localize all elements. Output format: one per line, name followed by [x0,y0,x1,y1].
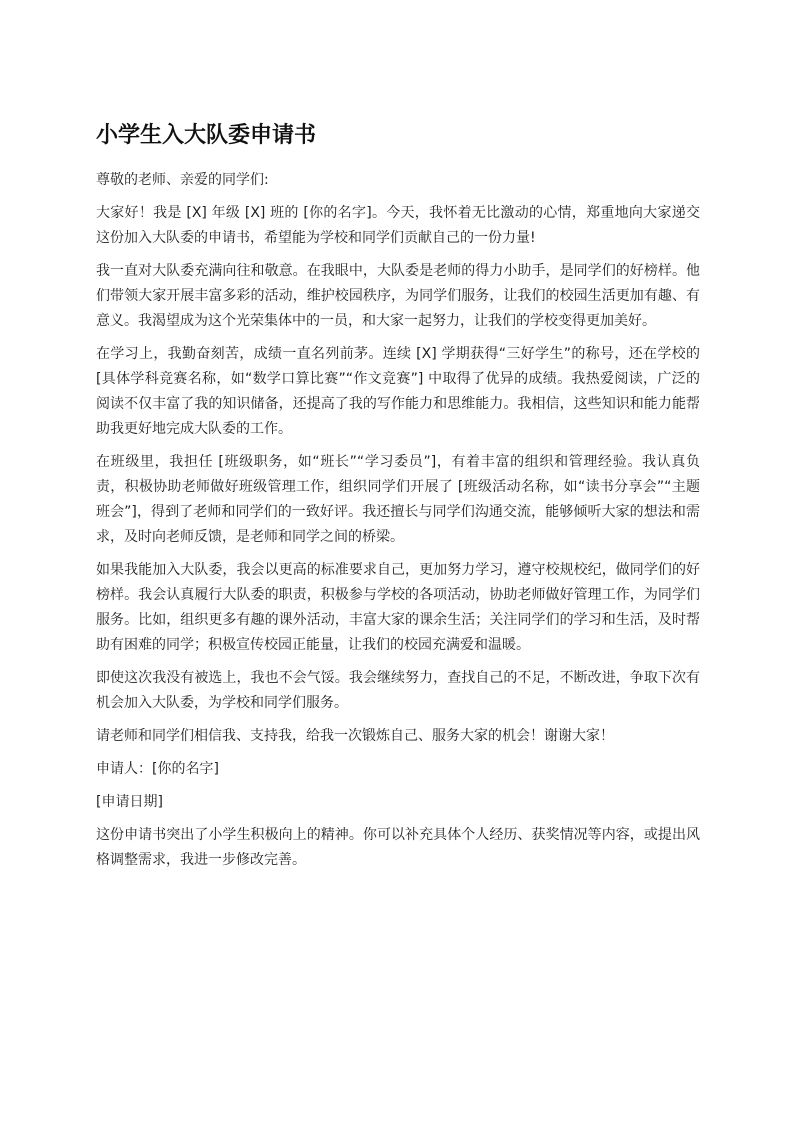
resilience-paragraph: 即使这次我没有被选上，我也不会气馁。我会继续努力，查找自己的不足，不断改进，争取下次有机会加入大队委，为学校和同学们服务。 [96,670,700,711]
document-page [96,118,700,881]
commitment-paragraph: 如果我能加入大队委，我会以更高的标准要求自己，更加努力学习，遵守校规校纪，做同学们的好榜样。我会认真履行大队委的职责，积极参与学校的各项活动，协助老师做好管理工作，为同学们服务。比如，组织更多有趣的课外活动，丰富大家的课余生活；关注同学们的学习和生活，及时帮助有困难的同学；积极宣传校园正能量，让我们的校园充满爱和温暖。 [96,562,700,653]
date-line: [申请日期] [96,794,163,810]
study-paragraph: 在学习上，我勤奋刻苦，成绩一直名列前茅。连续 [X] 学期获得“三好学生”的称号，还在学校的 [具体学科竞赛名称，如“数学口算比赛”“作文竞赛”] 中取得了优异的成绩。我热爱阅读，广泛的阅读不仅丰富了我的知识储备，还提高了我的写作能力和思维能力。我相信，这些知识和能力能帮助我更好地完成大队委的工作。 [96,346,700,437]
intro-paragraph: 大家好！我是 [X] 年级 [X] 班的 [你的名字]。今天，我怀着无比激动的心情，郑重地向大家递交这份加入大队委的申请书，希望能为学校和同学们贡献自己的一份力量! [96,205,700,246]
class-role-paragraph: 在班级里，我担任 [班级职务，如“班长”“学习委员”]，有着丰富的组织和管理经验。我认真负责，积极协助老师做好班级管理工作，组织同学们开展了 [班级活动名称，如“读书分享会”“主题班会”]，得到了老师和同学们的一致好评。我还擅长与同学们沟通交流，能够倾听大家的想法和需求，及时向老师反馈，是老师和同学之间的桥梁。 [96,454,700,545]
applicant-line: 申请人：[你的名字] [96,761,219,777]
note-paragraph: 这份申请书突出了小学生积极向上的精神。你可以补充具体个人经历、获奖情况等内容，或提出风格调整需求，我进一步修改完善。 [96,827,700,868]
document-title: 小学生入大队委申请书 [96,123,317,148]
salutation: 尊敬的老师、亲爱的同学们: [96,172,269,188]
motivation-paragraph: 我一直对大队委充满向往和敬意。在我眼中，大队委是老师的得力小助手，是同学们的好榜样。他们带领大家开展丰富多彩的活动，维护校园秩序，为同学们服务，让我们的校园生活更加有趣、有意义。我渴望成为这个光荣集体中的一员，和大家一起努力，让我们的学校变得更加美好。 [96,263,700,329]
closing-paragraph: 请老师和同学们相信我、支持我，给我一次锻炼自己、服务大家的机会！谢谢大家！ [96,728,614,744]
